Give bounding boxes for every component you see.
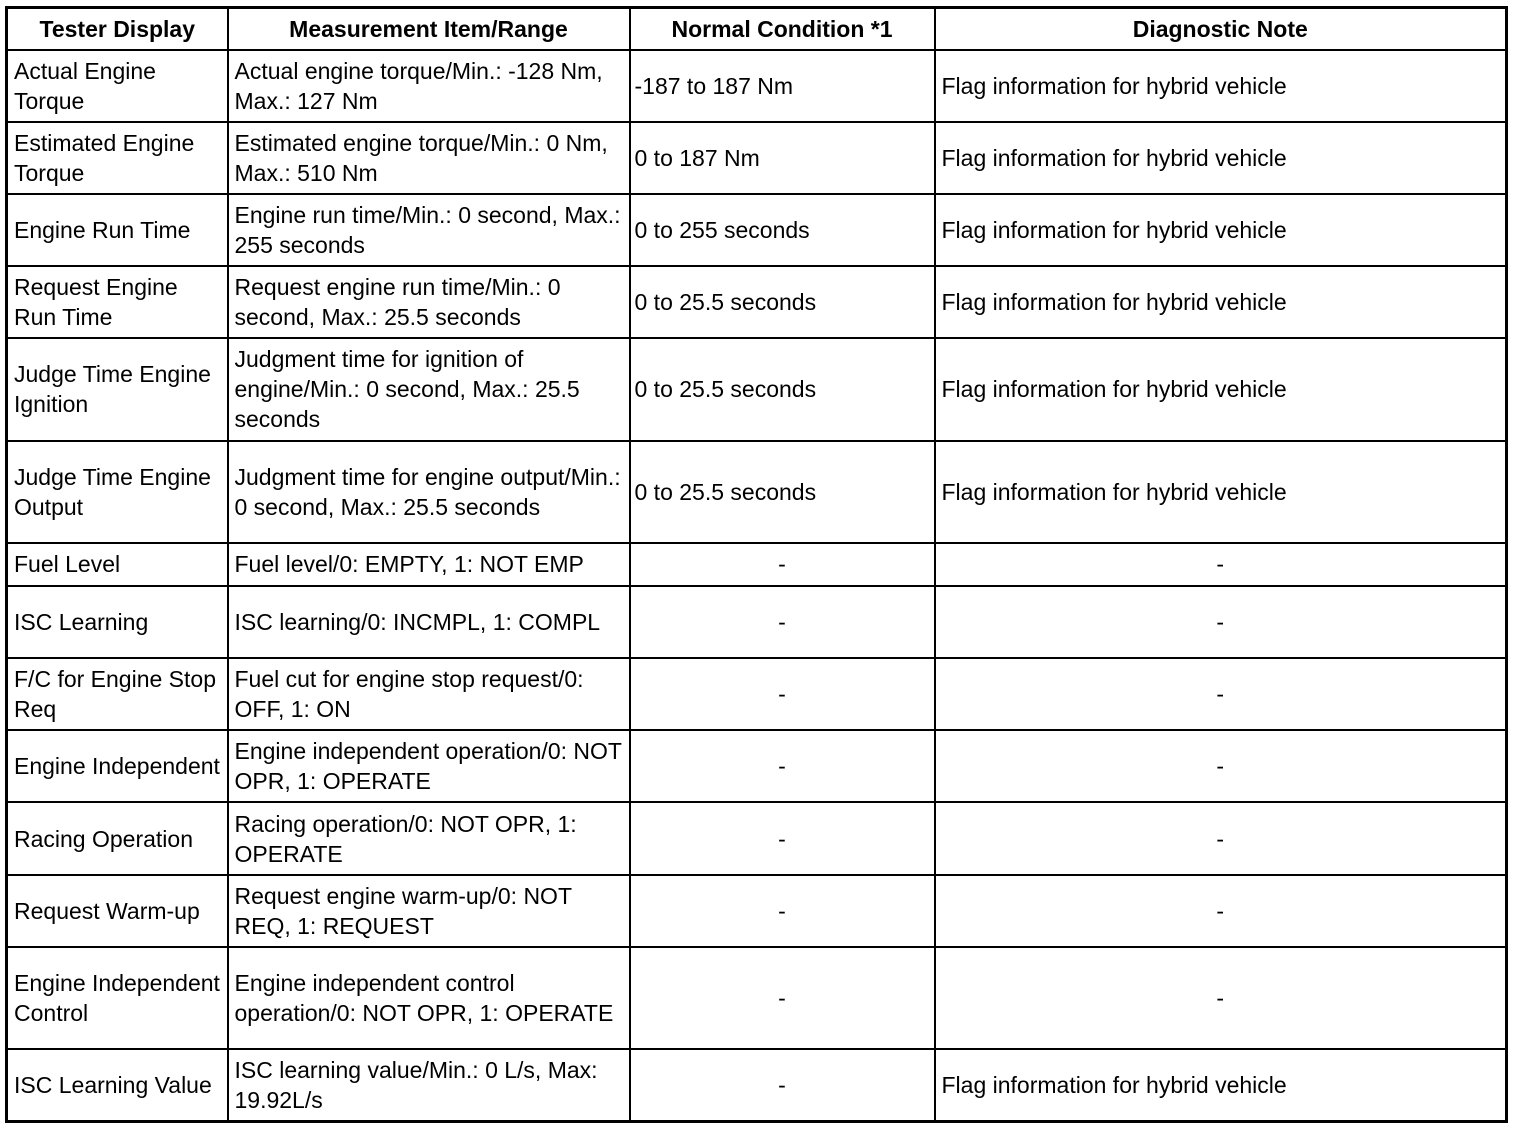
tester-display-cell: Engine Independent Control: [7, 947, 228, 1049]
normal-condition-cell: 0 to 25.5 seconds: [630, 441, 935, 543]
diagnostic-note-cell: Flag information for hybrid vehicle: [935, 122, 1507, 194]
tester-display-cell: Judge Time Engine Ignition: [7, 338, 228, 440]
tester-display-cell: Judge Time Engine Output: [7, 441, 228, 543]
measurement-cell: Racing operation/0: NOT OPR, 1: OPERATE: [228, 802, 630, 874]
normal-condition-cell: -: [630, 543, 935, 586]
header-diagnostic-note: Diagnostic Note: [935, 8, 1507, 50]
table-row: [7, 122, 1507, 194]
measurement-cell: Request engine warm-up/0: NOT REQ, 1: REQUEST: [228, 875, 630, 947]
diagnostic-note-cell: Flag information for hybrid vehicle: [935, 194, 1507, 266]
diagnostic-note-cell: -: [935, 730, 1507, 802]
diagnostic-note-cell: -: [935, 947, 1507, 1049]
measurement-cell: Engine independent operation/0: NOT OPR, 1: OPERATE: [228, 730, 630, 802]
header-measurement-item: Measurement Item/Range: [228, 8, 630, 50]
table-row: [7, 802, 1507, 874]
diagnostic-note-cell: -: [935, 875, 1507, 947]
tester-display-cell: Actual Engine Torque: [7, 50, 228, 122]
table-row: [7, 543, 1507, 586]
diagnostic-note-cell: Flag information for hybrid vehicle: [935, 441, 1507, 543]
measurement-cell: ISC learning/0: INCMPL, 1: COMPL: [228, 586, 630, 658]
tester-display-cell: Racing Operation: [7, 802, 228, 874]
normal-condition-cell: 0 to 187 Nm: [630, 122, 935, 194]
normal-condition-cell: -: [630, 658, 935, 730]
normal-condition-cell: -187 to 187 Nm: [630, 50, 935, 122]
measurement-cell: Engine run time/Min.: 0 second, Max.: 255 seconds: [228, 194, 630, 266]
normal-condition-cell: -: [630, 1049, 935, 1121]
measurement-cell: Fuel level/0: EMPTY, 1: NOT EMP: [228, 543, 630, 586]
header-normal-condition: Normal Condition *1: [630, 8, 935, 50]
measurement-cell: ISC learning value/Min.: 0 L/s, Max: 19.92L/s: [228, 1049, 630, 1121]
data-list-table: [5, 6, 1508, 1123]
table-row: [7, 441, 1507, 543]
normal-condition-cell: -: [630, 802, 935, 874]
measurement-cell: Request engine run time/Min.: 0 second, Max.: 25.5 seconds: [228, 266, 630, 338]
diagnostic-note-cell: -: [935, 802, 1507, 874]
tester-display-cell: Fuel Level: [7, 543, 228, 586]
tester-display-cell: Request Engine Run Time: [7, 266, 228, 338]
diagnostic-note-cell: -: [935, 543, 1507, 586]
tester-display-cell: F/C for Engine Stop Req: [7, 658, 228, 730]
table-row: [7, 658, 1507, 730]
table-row: [7, 947, 1507, 1049]
table-row: [7, 194, 1507, 266]
normal-condition-cell: 0 to 25.5 seconds: [630, 338, 935, 440]
measurement-cell: Actual engine torque/Min.: -128 Nm, Max.: 127 Nm: [228, 50, 630, 122]
table-row: [7, 266, 1507, 338]
diagnostic-note-cell: Flag information for hybrid vehicle: [935, 338, 1507, 440]
tester-display-cell: ISC Learning: [7, 586, 228, 658]
table-row: [7, 1049, 1507, 1121]
table-row: [7, 338, 1507, 440]
normal-condition-cell: -: [630, 947, 935, 1049]
diagnostic-note-cell: Flag information for hybrid vehicle: [935, 266, 1507, 338]
normal-condition-cell: 0 to 255 seconds: [630, 194, 935, 266]
measurement-cell: Judgment time for ignition of engine/Min.: 0 second, Max.: 25.5 seconds: [228, 338, 630, 440]
tester-display-cell: Engine Run Time: [7, 194, 228, 266]
measurement-cell: Fuel cut for engine stop request/0: OFF, 1: ON: [228, 658, 630, 730]
header-tester-display: Tester Display: [7, 8, 228, 50]
table-row: [7, 586, 1507, 658]
tester-display-cell: Request Warm-up: [7, 875, 228, 947]
table-row: [7, 875, 1507, 947]
diagnostic-note-cell: -: [935, 586, 1507, 658]
tester-display-cell: ISC Learning Value: [7, 1049, 228, 1121]
diagnostic-note-cell: Flag information for hybrid vehicle: [935, 50, 1507, 122]
tester-display-cell: Estimated Engine Torque: [7, 122, 228, 194]
table-row: [7, 50, 1507, 122]
normal-condition-cell: 0 to 25.5 seconds: [630, 266, 935, 338]
measurement-cell: Estimated engine torque/Min.: 0 Nm, Max.: 510 Nm: [228, 122, 630, 194]
normal-condition-cell: -: [630, 586, 935, 658]
table-row: [7, 730, 1507, 802]
normal-condition-cell: -: [630, 730, 935, 802]
diagnostic-note-cell: Flag information for hybrid vehicle: [935, 1049, 1507, 1121]
normal-condition-cell: -: [630, 875, 935, 947]
diagnostic-note-cell: -: [935, 658, 1507, 730]
tester-display-cell: Engine Independent: [7, 730, 228, 802]
measurement-cell: Judgment time for engine output/Min.: 0 second, Max.: 25.5 seconds: [228, 441, 630, 543]
measurement-cell: Engine independent control operation/0: NOT OPR, 1: OPERATE: [228, 947, 630, 1049]
header-row: [7, 8, 1507, 50]
